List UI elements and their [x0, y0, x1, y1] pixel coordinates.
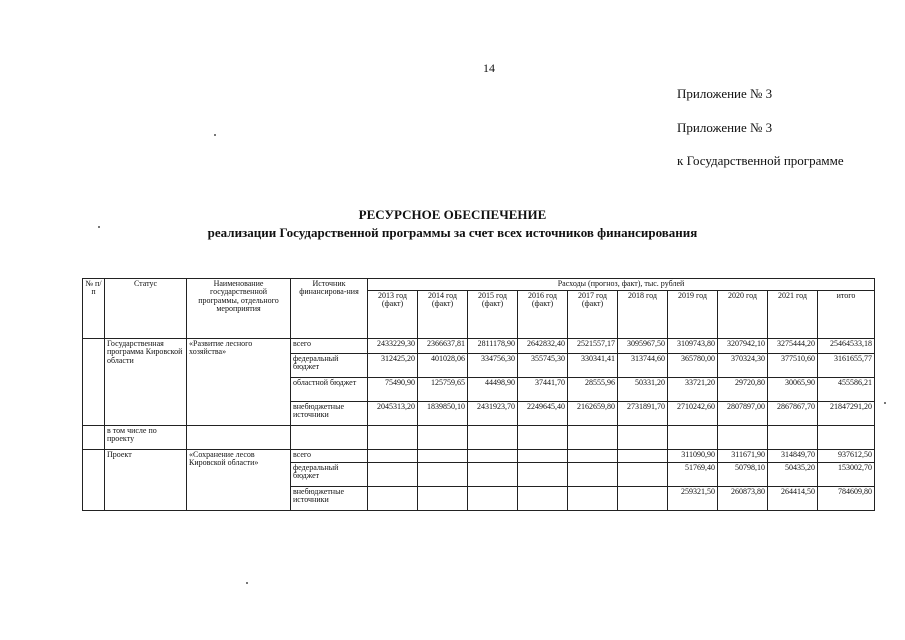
header-year: 2014 год (факт) — [418, 291, 468, 339]
value-cell: 2811178,90 — [468, 339, 518, 354]
empty-cell — [768, 426, 818, 450]
value-cell: 259321,50 — [668, 487, 718, 511]
total-cell: 784609,80 — [818, 487, 875, 511]
value-cell: 3109743,80 — [668, 339, 718, 354]
header-year: 2018 год — [618, 291, 668, 339]
value-cell: 2731891,70 — [618, 402, 668, 426]
table-row — [83, 450, 875, 463]
source-cell: внебюджетные источники — [291, 402, 368, 426]
value-cell — [468, 450, 518, 463]
value-cell: 29720,80 — [718, 378, 768, 402]
value-cell: 260873,80 — [718, 487, 768, 511]
value-cell: 1839850,10 — [418, 402, 468, 426]
total-cell: 455586,21 — [818, 378, 875, 402]
value-cell: 2366637,81 — [418, 339, 468, 354]
value-cell: 2867867,70 — [768, 402, 818, 426]
scan-speck — [98, 226, 100, 228]
empty-cell — [418, 426, 468, 450]
appendix-label-1: Приложение № 3 — [677, 86, 773, 101]
value-cell: 2431923,70 — [468, 402, 518, 426]
empty-cell — [718, 426, 768, 450]
header-expenses: Расходы (прогноз, факт), тыс. рублей — [368, 279, 875, 291]
header-row — [83, 279, 875, 291]
value-cell — [618, 487, 668, 511]
value-cell: 401028,06 — [418, 354, 468, 378]
value-cell — [518, 463, 568, 487]
value-cell: 311090,90 — [668, 450, 718, 463]
value-cell: 37441,70 — [518, 378, 568, 402]
total-cell: 937612,50 — [818, 450, 875, 463]
header-name: Наименование государственной программы, отдельного мероприятия — [187, 279, 291, 339]
empty-cell — [518, 426, 568, 450]
table-row — [83, 426, 875, 450]
document-subtitle: реализации Государственной программы за счет всех источников финансирования — [207, 225, 698, 240]
project-name-cell: «Сохранение лесов Кировской области» — [187, 450, 291, 511]
source-cell: федеральный бюджет — [291, 463, 368, 487]
appendix-label-3: к Государственной программе — [677, 153, 844, 168]
value-cell: 28555,96 — [568, 378, 618, 402]
value-cell: 2807897,00 — [718, 402, 768, 426]
source-cell: внебюджетные источники — [291, 487, 368, 511]
empty-cell — [368, 426, 418, 450]
header-year: 2015 год (факт) — [468, 291, 518, 339]
row-num-cell — [83, 339, 105, 426]
scan-speck — [214, 134, 216, 136]
value-cell: 2521557,17 — [568, 339, 618, 354]
header-year: 2019 год — [668, 291, 718, 339]
value-cell: 33721,20 — [668, 378, 718, 402]
row-num-cell — [83, 426, 105, 450]
value-cell: 51769,40 — [668, 463, 718, 487]
empty-cell — [668, 426, 718, 450]
value-cell: 365780,00 — [668, 354, 718, 378]
source-cell: всего — [291, 339, 368, 354]
value-cell — [618, 450, 668, 463]
header-total: итого — [818, 291, 875, 339]
value-cell — [418, 450, 468, 463]
header-status: Статус — [105, 279, 187, 339]
value-cell — [618, 463, 668, 487]
table-row — [83, 339, 875, 354]
value-cell — [368, 450, 418, 463]
source-cell: всего — [291, 450, 368, 463]
value-cell — [568, 487, 618, 511]
resources-table — [82, 278, 875, 511]
value-cell — [418, 463, 468, 487]
value-cell — [518, 450, 568, 463]
header-year: 2020 год — [718, 291, 768, 339]
value-cell: 3275444,20 — [768, 339, 818, 354]
value-cell: 313744,60 — [618, 354, 668, 378]
program-name-cell: «Развитие лесного хозяйства» — [187, 339, 291, 426]
value-cell: 2710242,60 — [668, 402, 718, 426]
total-cell: 3161655,77 — [818, 354, 875, 378]
value-cell: 330341,41 — [568, 354, 618, 378]
value-cell: 2162659,80 — [568, 402, 618, 426]
value-cell: 370324,30 — [718, 354, 768, 378]
value-cell — [468, 463, 518, 487]
empty-cell — [818, 426, 875, 450]
value-cell: 264414,50 — [768, 487, 818, 511]
value-cell: 50798,10 — [718, 463, 768, 487]
value-cell: 2045313,20 — [368, 402, 418, 426]
value-cell: 355745,30 — [518, 354, 568, 378]
value-cell — [468, 487, 518, 511]
value-cell — [368, 463, 418, 487]
empty-cell — [187, 426, 291, 450]
value-cell: 312425,20 — [368, 354, 418, 378]
value-cell: 2642832,40 — [518, 339, 568, 354]
value-cell: 334756,30 — [468, 354, 518, 378]
status-cell: Проект — [105, 450, 187, 511]
total-cell: 21847291,20 — [818, 402, 875, 426]
value-cell: 377510,60 — [768, 354, 818, 378]
empty-cell — [468, 426, 518, 450]
value-cell — [518, 487, 568, 511]
value-cell: 3207942,10 — [718, 339, 768, 354]
value-cell: 75490,90 — [368, 378, 418, 402]
value-cell: 44498,90 — [468, 378, 518, 402]
value-cell: 311671,90 — [718, 450, 768, 463]
scan-speck — [884, 402, 886, 404]
header-num: № п/п — [83, 279, 105, 339]
value-cell: 2433229,30 — [368, 339, 418, 354]
value-cell: 50331,20 — [618, 378, 668, 402]
total-cell: 153002,70 — [818, 463, 875, 487]
value-cell: 314849,70 — [768, 450, 818, 463]
value-cell: 3095967,50 — [618, 339, 668, 354]
row-num-cell — [83, 450, 105, 511]
empty-cell — [291, 426, 368, 450]
value-cell — [568, 450, 618, 463]
value-cell: 50435,20 — [768, 463, 818, 487]
header-year: 2021 год — [768, 291, 818, 339]
status-cell: Государственная программа Кировской области — [105, 339, 187, 426]
value-cell: 2249645,40 — [518, 402, 568, 426]
header-year: 2017 год (факт) — [568, 291, 618, 339]
appendix-label-2: Приложение № 3 — [677, 120, 773, 135]
value-cell — [368, 487, 418, 511]
source-cell: федеральный бюджет — [291, 354, 368, 378]
total-cell: 25464533,18 — [818, 339, 875, 354]
value-cell: 125759,65 — [418, 378, 468, 402]
page-number: 14 — [483, 61, 495, 75]
header-year: 2016 год (факт) — [518, 291, 568, 339]
subheading-cell: в том числе по проекту — [105, 426, 187, 450]
empty-cell — [618, 426, 668, 450]
empty-cell — [568, 426, 618, 450]
source-cell: областной бюджет — [291, 378, 368, 402]
document-title: РЕСУРСНОЕ ОБЕСПЕЧЕНИЕ — [358, 207, 547, 222]
value-cell — [568, 463, 618, 487]
value-cell — [418, 487, 468, 511]
header-year: 2013 год (факт) — [368, 291, 418, 339]
header-source: Источник финансирова-ния — [291, 279, 368, 339]
scan-speck — [246, 582, 248, 584]
value-cell: 30065,90 — [768, 378, 818, 402]
